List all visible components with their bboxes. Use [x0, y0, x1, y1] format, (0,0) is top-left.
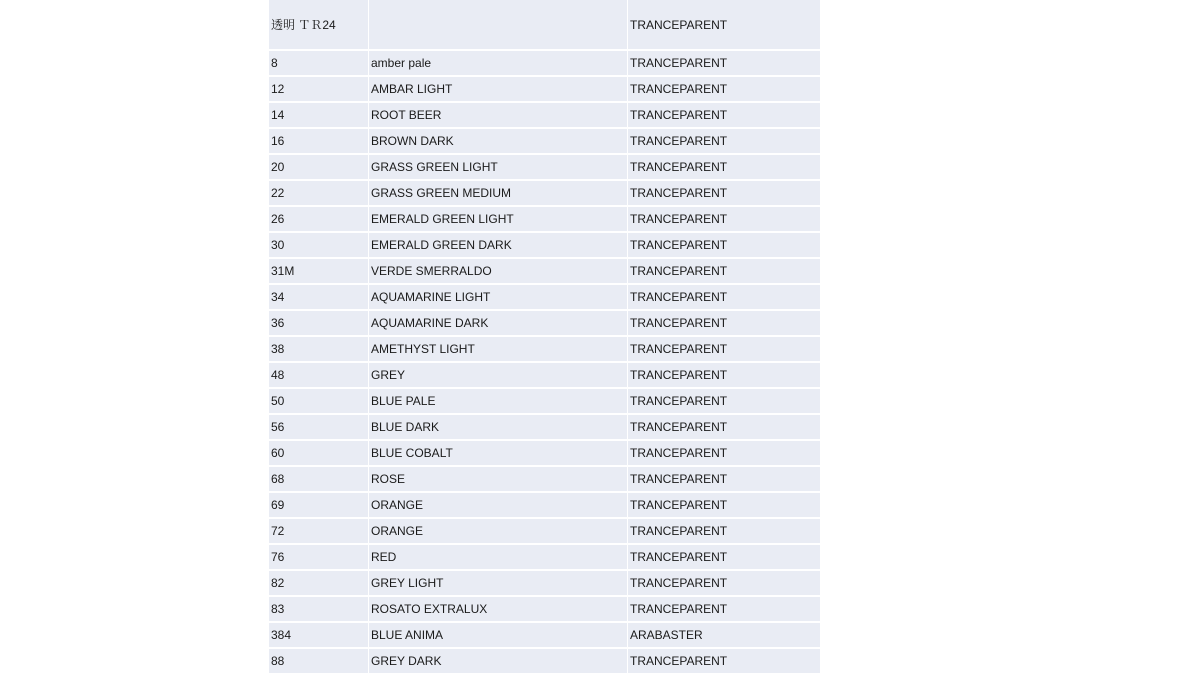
header-cell-name	[369, 0, 628, 51]
cell-color-name: BLUE COBALT	[369, 441, 628, 467]
cell-color-name: EMERALD GREEN LIGHT	[369, 207, 628, 233]
cell-code: 8	[269, 51, 369, 77]
table-row	[269, 623, 820, 649]
cell-type: TRANCEPARENT	[628, 233, 820, 259]
table-row	[269, 259, 820, 285]
cell-type: TRANCEPARENT	[628, 155, 820, 181]
cell-code: 88	[269, 649, 369, 673]
cell-code: 34	[269, 285, 369, 311]
cell-code: 384	[269, 623, 369, 649]
cell-code: 22	[269, 181, 369, 207]
cell-type: TRANCEPARENT	[628, 415, 820, 441]
table-row	[269, 519, 820, 545]
cell-code: 50	[269, 389, 369, 415]
cell-type: TRANCEPARENT	[628, 103, 820, 129]
cell-type: TRANCEPARENT	[628, 649, 820, 673]
table-row	[269, 389, 820, 415]
cell-color-name: BLUE ANIMA	[369, 623, 628, 649]
table-row	[269, 493, 820, 519]
table-row	[269, 649, 820, 673]
cell-code: 30	[269, 233, 369, 259]
cell-code: 38	[269, 337, 369, 363]
cell-code: 48	[269, 363, 369, 389]
cell-color-name: amber pale	[369, 51, 628, 77]
table-row	[269, 103, 820, 129]
cell-color-name: GRASS GREEN LIGHT	[369, 155, 628, 181]
cell-type: TRANCEPARENT	[628, 77, 820, 103]
table-row	[269, 597, 820, 623]
cell-color-name: GREY	[369, 363, 628, 389]
table-row	[269, 181, 820, 207]
cell-color-name: AQUAMARINE DARK	[369, 311, 628, 337]
cell-color-name: BROWN DARK	[369, 129, 628, 155]
cell-code: 76	[269, 545, 369, 571]
table-row	[269, 77, 820, 103]
table-header-row	[269, 0, 820, 51]
table-row	[269, 155, 820, 181]
table-row	[269, 363, 820, 389]
cell-color-name: RED	[369, 545, 628, 571]
cell-type: TRANCEPARENT	[628, 129, 820, 155]
cell-color-name: AMETHYST LIGHT	[369, 337, 628, 363]
table-row	[269, 337, 820, 363]
cell-type: TRANCEPARENT	[628, 545, 820, 571]
cell-color-name: GREY LIGHT	[369, 571, 628, 597]
cell-code: 56	[269, 415, 369, 441]
table-body	[269, 0, 820, 673]
cell-code: 26	[269, 207, 369, 233]
cell-color-name: ROSATO EXTRALUX	[369, 597, 628, 623]
cell-color-name: ROSE	[369, 467, 628, 493]
cell-type: TRANCEPARENT	[628, 337, 820, 363]
table-row	[269, 285, 820, 311]
cell-type: TRANCEPARENT	[628, 259, 820, 285]
table-row	[269, 311, 820, 337]
header-cell-type: TRANCEPARENT	[628, 0, 820, 51]
cell-code: 69	[269, 493, 369, 519]
cell-code: 83	[269, 597, 369, 623]
cell-code: 14	[269, 103, 369, 129]
cell-code: 60	[269, 441, 369, 467]
table-row	[269, 233, 820, 259]
cell-color-name: AQUAMARINE LIGHT	[369, 285, 628, 311]
cell-type: TRANCEPARENT	[628, 597, 820, 623]
cell-type: TRANCEPARENT	[628, 493, 820, 519]
header-cell-series: 透明 ＴＲ24	[269, 0, 369, 51]
cell-type: TRANCEPARENT	[628, 519, 820, 545]
cell-code: 82	[269, 571, 369, 597]
table-row	[269, 441, 820, 467]
table-row	[269, 51, 820, 77]
table-row	[269, 415, 820, 441]
table-row	[269, 545, 820, 571]
cell-color-name: VERDE SMERRALDO	[369, 259, 628, 285]
cell-code: 72	[269, 519, 369, 545]
cell-code: 16	[269, 129, 369, 155]
cell-color-name: ROOT BEER	[369, 103, 628, 129]
cell-type: ARABASTER	[628, 623, 820, 649]
cell-type: TRANCEPARENT	[628, 441, 820, 467]
table-row	[269, 129, 820, 155]
cell-type: TRANCEPARENT	[628, 285, 820, 311]
cell-color-name: AMBAR LIGHT	[369, 77, 628, 103]
cell-type: TRANCEPARENT	[628, 181, 820, 207]
cell-color-name: EMERALD GREEN DARK	[369, 233, 628, 259]
cell-type: TRANCEPARENT	[628, 207, 820, 233]
cell-code: 31M	[269, 259, 369, 285]
cell-color-name: GRASS GREEN MEDIUM	[369, 181, 628, 207]
cell-code: 68	[269, 467, 369, 493]
cell-code: 36	[269, 311, 369, 337]
cell-color-name: ORANGE	[369, 493, 628, 519]
cell-type: TRANCEPARENT	[628, 467, 820, 493]
cell-color-name: BLUE DARK	[369, 415, 628, 441]
cell-code: 20	[269, 155, 369, 181]
color-code-table	[269, 0, 820, 673]
table-row	[269, 571, 820, 597]
cell-color-name: BLUE PALE	[369, 389, 628, 415]
cell-type: TRANCEPARENT	[628, 389, 820, 415]
cell-type: TRANCEPARENT	[628, 363, 820, 389]
cell-code: 12	[269, 77, 369, 103]
cell-type: TRANCEPARENT	[628, 51, 820, 77]
table-row	[269, 467, 820, 493]
cell-type: TRANCEPARENT	[628, 571, 820, 597]
table-row	[269, 207, 820, 233]
cell-color-name: ORANGE	[369, 519, 628, 545]
cell-color-name: GREY DARK	[369, 649, 628, 673]
cell-type: TRANCEPARENT	[628, 311, 820, 337]
